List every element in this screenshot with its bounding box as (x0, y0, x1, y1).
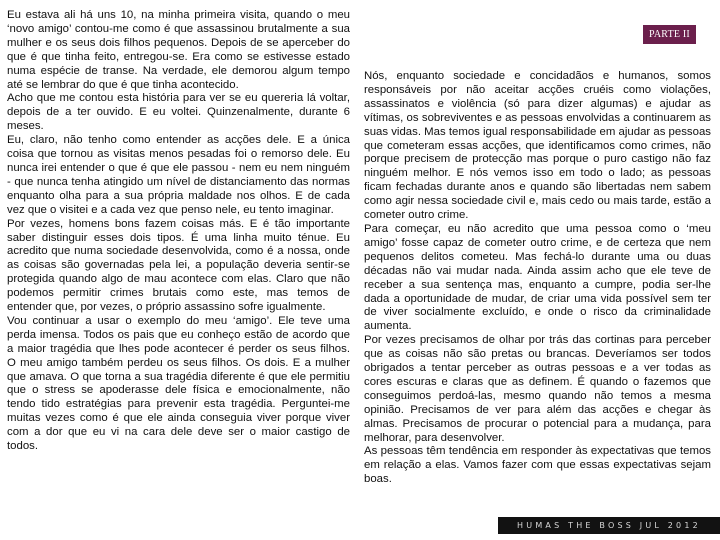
right-article-column (364, 70, 711, 487)
paragraph: Vou continuar a usar o exemplo do meu ‘amigo’. Ele teve uma perda imensa. Todos os pais que eu conheço estão de acordo que a maior tragédia que lhes pode acontecer é perder os seus filhos. O meu amigo também perdeu os seus filhos. Os dois. E a mulher que amava. O que torna a sua tragédia diferente é que ele permitiu que o stress se apoderasse dele física e emocionalmente, não tendo tido estratégias para prevenir esta tragédia. Perguntei-me muitas vezes como é que ele ainda conseguia viver porque viver com a dor que eu vi na cara dele deve ser o maior castigo de todos. (7, 314, 350, 453)
paragraph: Por vezes, homens bons fazem coisas más. E é tão importante saber distinguir esses dois tipos. É uma linha muito ténue. Eu acredito que numa sociedade desenvolvida, como é a nossa, onde as coisas são governadas pela lei, a população deveria sentir-se protegida quando algo de mau acontece com elas. Claro que não podemos permitir crimes brutais como este, mas temos de entender que, por vezes, o próprio assassino sofre igualmente. (7, 217, 350, 314)
left-article-column (7, 9, 350, 454)
paragraph: Acho que me contou esta história para ver se eu quereria lá voltar, depois de a ter ouvido. E eu voltei. Quinzenalmente, durante 6 meses. (7, 92, 350, 133)
section-badge: PARTE II (643, 25, 696, 44)
paragraph: As pessoas têm tendência em responder às expectativas que temos em relação a elas. Vamos fazer com que essas expectativas sejam boas. (364, 445, 711, 486)
paragraph: Eu estava ali há uns 10, na minha primeira visita, quando o meu ‘novo amigo’ contou-me como é que assassinou brutalmente a sua mulher e os seus dois filhos pequenos. Depois de se aperceber do que é que tinha feito, entregou-se. Era como se estivesse estado numa espécie de transe. Na verdade, ele demorou algum tempo até se lembrar do que é que tinha acontecido. (7, 9, 350, 91)
paragraph: Por vezes precisamos de olhar por trás das cortinas para perceber que as coisas não são pretas ou brancas. Deveríamos ser todos obrigados a tentar perceber as outras pessoas e a ver todas as cores escuras e claras que as definem. É quando o fazemos que conseguimos perdoá-las, mesmo quando não temos a mesma opinião. Precisamos de ver para além das acções e chegar às almas. Precisamos de procurar o potencial para a mudança, para melhorar, para desenvolver. (364, 334, 711, 444)
paragraph: Para começar, eu não acredito que uma pessoa como o ‘meu amigo’ fosse capaz de cometer outro crime, e de certeza que nem pequenos delitos cometeu. Mas fechá-lo durante uma ou duas décadas não vai mudar nada. Ainda assim acho que ele teve de receber a sua sentença mas, enquanto a cumpre, podia ser-lhe dada a oportunidade de mudar, de criar uma vida possível sem ter de viver socialmente excluído, e onde o risco da criminalidade aumenta. (364, 222, 711, 333)
paragraph: Eu, claro, não tenho como entender as acções dele. E a única coisa que tornou as visitas menos pesadas foi o remorso dele. Eu nunca irei entender o que é que ele passou - nem eu nem ninguém - que nunca tenha atingido um nível de distanciamento das normas enquanto olha para a sua própria maldade nos olhos. E de cada vez que o visitei e a cada vez que penso nele, eu tento imaginar. (7, 134, 350, 216)
footer-bar (498, 517, 720, 534)
paragraph: Nós, enquanto sociedade e concidadãos e humanos, somos responsáveis por não aceitar acções cruéis como violações, assassinatos e violência (só para dizer algumas) e ajudar as vítimas, os sobreviventes e as pessoas envolvidas a continuarem as suas vidas. Mas temos igual responsabilidade em ajudar as pessoas que cometeram essas acções, que identificamos como crimes, não porque precisem de protecção mas porque o puro castigo não faz ninguém melhor. E nós vemos isso em todo o lado; as pessoas ficam fechadas durante anos e quando são libertadas nem sabem como agir nessa sociedade civil e, mais cedo ou mais tarde, estão a cometer outro crime. (364, 70, 711, 222)
footer-publication-label: HUMAS THE BOSS JUL 2012 (517, 521, 701, 530)
